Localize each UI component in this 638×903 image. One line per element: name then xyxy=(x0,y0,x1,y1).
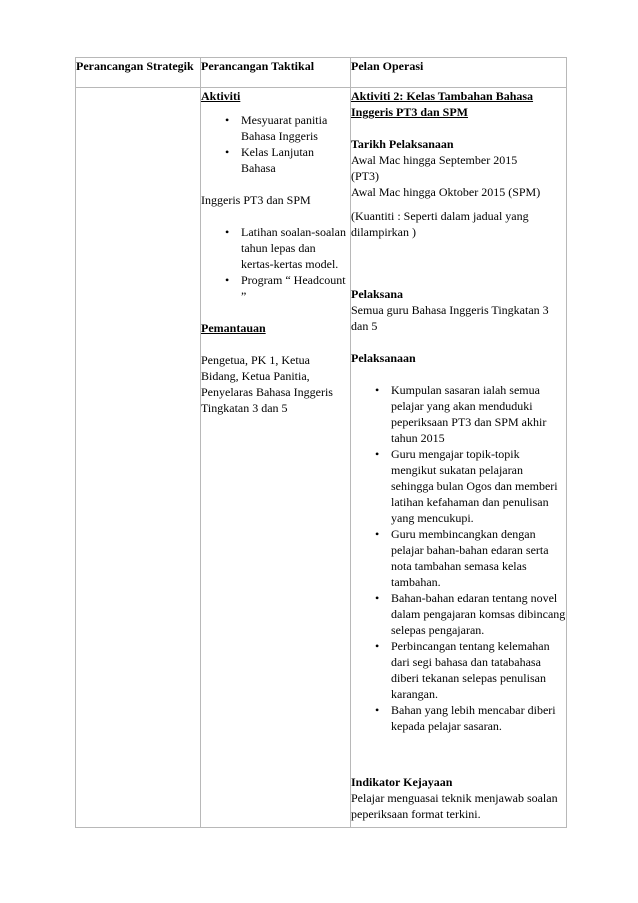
taktikal-cell xyxy=(201,88,351,828)
list-item: • Guru mengajar topik-topik mengikut sukatan pelajaran sehingga bulan Ogos dan memberi latihan kefahaman dan penulisan yang mencukupi. xyxy=(351,446,566,526)
activity-title: Aktiviti 2: Kelas Tambahan Bahasa Inggeris PT3 dan SPM xyxy=(351,89,534,119)
latihan-list xyxy=(201,224,350,304)
aktiviti-list xyxy=(201,112,350,176)
header-row xyxy=(76,58,567,88)
aktiviti-title: Aktiviti xyxy=(201,89,241,103)
pelaksana-title: Pelaksana xyxy=(351,287,404,301)
pemantauan-text: Pengetua, PK 1, Ketua Bidang, Ketua Panitia, Penyelaras Bahasa Inggeris Tingkatan 3 dan 5 xyxy=(201,353,333,415)
kuantiti-note: (Kuantiti : Seperti dalam jadual yang dilampirkan ) xyxy=(351,209,529,239)
document-table xyxy=(75,57,567,828)
list-item: • Program “ Headcount ” xyxy=(201,272,350,304)
list-item: • Bahan-bahan edaran tentang novel dalam pengajaran komsas dibincang selepas pengajaran. xyxy=(351,590,566,638)
header-taktikal: Perancangan Taktikal xyxy=(201,58,351,88)
pelaksanaan-list xyxy=(351,382,566,734)
tarikh-line-1: Awal Mac hingga September 2015 xyxy=(351,153,518,167)
content-row xyxy=(76,88,567,828)
list-item: • Kumpulan sasaran ialah semua pelajar yang akan menduduki peperiksaan PT3 dan SPM akhir tahun 2015 xyxy=(351,382,566,446)
inggeris-line: Inggeris PT3 dan SPM xyxy=(201,193,311,207)
tarikh-line-3: Awal Mac hingga Oktober 2015 (SPM) xyxy=(351,185,541,199)
header-strategik: Perancangan Strategik xyxy=(76,58,201,88)
pelaksanaan-title: Pelaksanaan xyxy=(351,351,416,365)
list-item: • Latihan soalan-soalan tahun lepas dan kertas-kertas model. xyxy=(201,224,350,272)
indikator-title: Indikator Kejayaan xyxy=(351,775,453,789)
pelaksana-text: Semua guru Bahasa Inggeris Tingkatan 3 dan 5 xyxy=(351,303,549,333)
tarikh-title: Tarikh Pelaksanaan xyxy=(351,137,454,151)
pemantauan-title: Pemantauan xyxy=(201,321,266,335)
list-item: • Kelas Lanjutan Bahasa xyxy=(201,144,350,176)
list-item: • Mesyuarat panitia Bahasa Inggeris xyxy=(201,112,350,144)
strategik-cell xyxy=(76,88,201,828)
list-item: • Bahan yang lebih mencabar diberi kepada pelajar sasaran. xyxy=(351,702,566,734)
list-item: • Perbincangan tentang kelemahan dari segi bahasa dan tatabahasa diberi tekanan selepas penulisan karangan. xyxy=(351,638,566,702)
list-item: • Guru membincangkan dengan pelajar bahan-bahan edaran serta nota tambahan semasa kelas tambahan. xyxy=(351,526,566,590)
operasi-cell xyxy=(351,88,567,828)
tarikh-line-2: (PT3) xyxy=(351,169,379,183)
header-operasi: Pelan Operasi xyxy=(351,58,567,88)
indikator-text: Pelajar menguasai teknik menjawab soalan peperiksaan format terkini. xyxy=(351,791,558,821)
